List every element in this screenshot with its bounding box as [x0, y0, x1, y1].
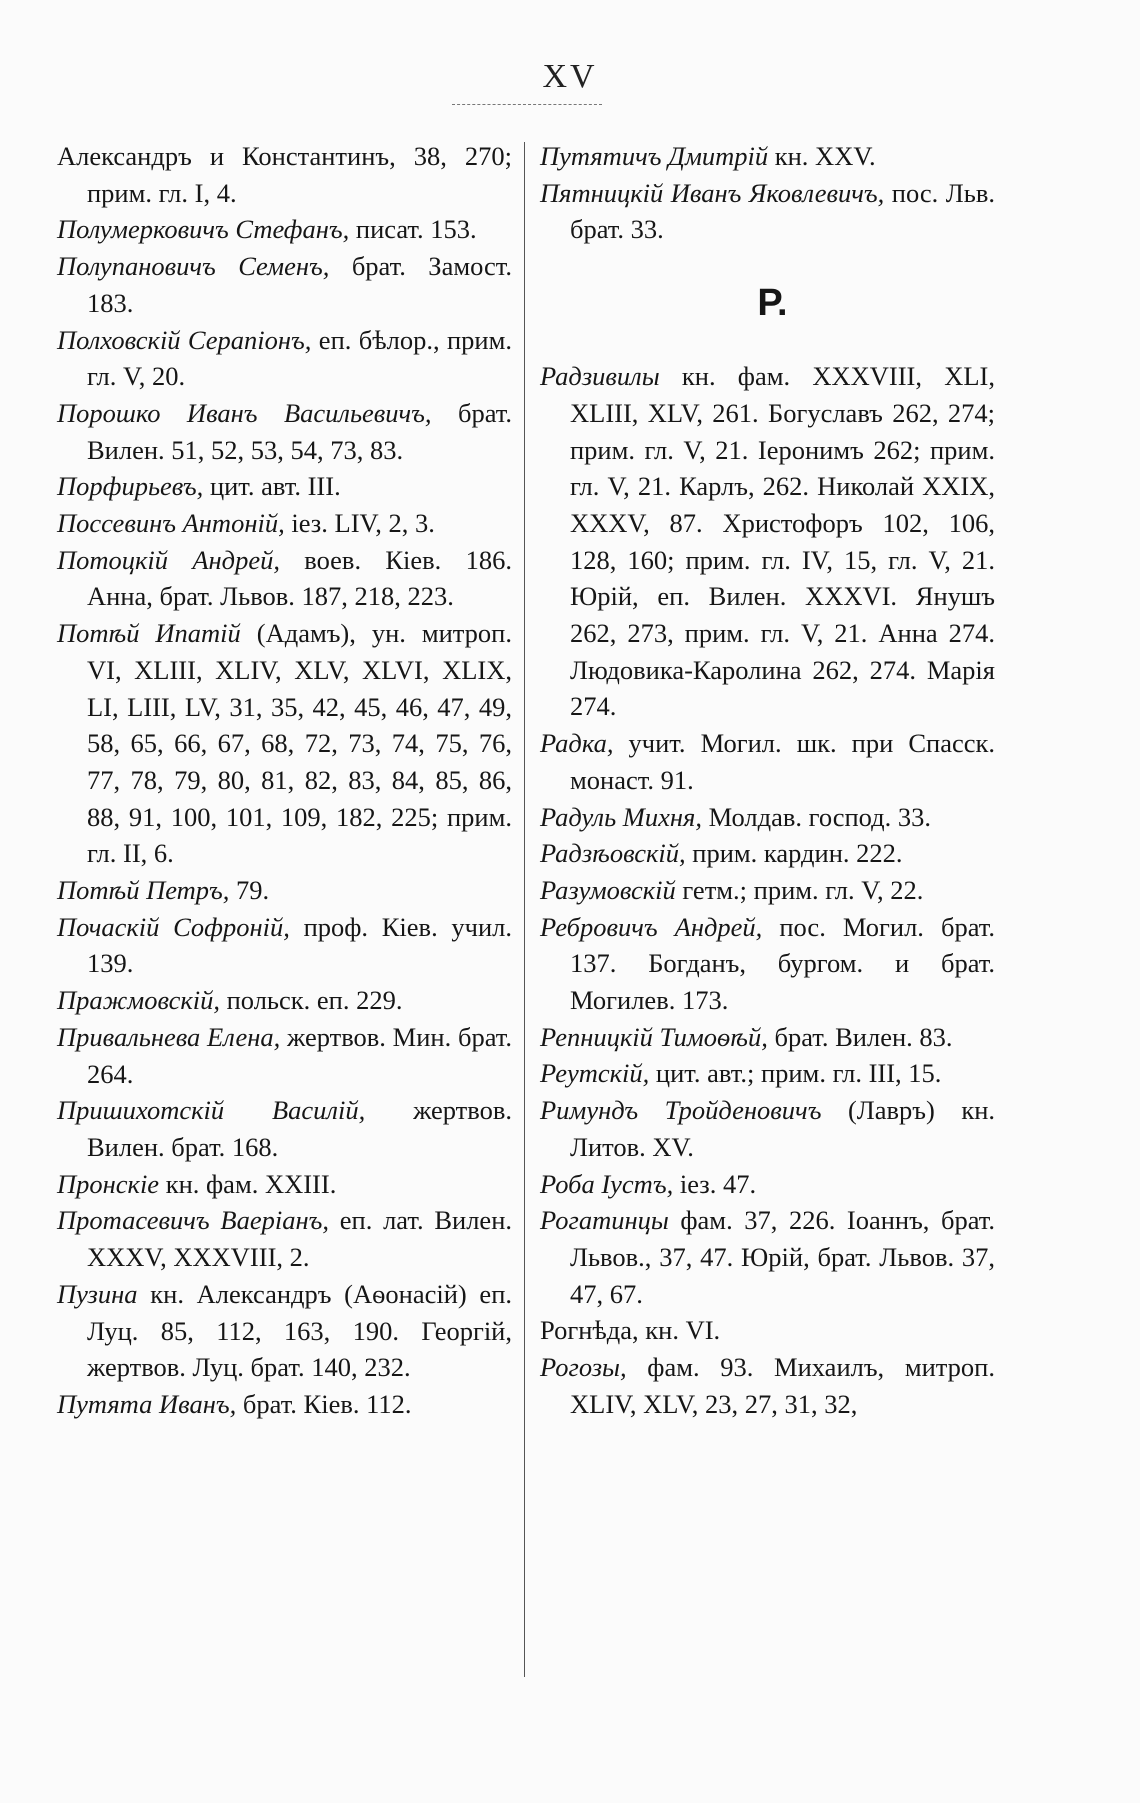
index-entry	[57, 468, 512, 505]
entry-text: жертвов. Вилен. брат. 168.	[87, 1095, 512, 1162]
entry-name: Репницкій Тимоѳѣй,	[540, 1021, 768, 1052]
entry-name: Разумовскій	[540, 874, 676, 905]
index-entry	[540, 1202, 995, 1312]
index-entry	[57, 909, 512, 982]
entry-name: Почаскій Софроній,	[57, 911, 290, 942]
entry-name: Путятичъ Дмитрій	[540, 141, 769, 171]
entry-name: Потѣй Петръ,	[57, 875, 230, 906]
index-entry	[540, 1092, 995, 1165]
index-entry	[57, 1092, 512, 1165]
index-entry	[540, 1055, 995, 1092]
index-entry	[57, 1386, 512, 1423]
index-entry	[57, 1276, 512, 1386]
entry-text: кн. Александръ (Аѳонасій) еп. Луц. 85, 112, 163, 190. Георгій, жертвов. Луц. брат. 140, 232.	[87, 1278, 512, 1383]
entry-name: Порфирьевъ,	[57, 471, 204, 502]
entry-text: кн. XXV.	[768, 141, 876, 171]
entry-name: Протасевичъ Ваеріанъ,	[57, 1205, 330, 1236]
entry-text: еп. лат. Вилен. XXXV, XXXVIII, 2.	[87, 1205, 512, 1273]
index-entry	[540, 1166, 995, 1203]
index-entry	[57, 1166, 512, 1203]
entry-text: кн. фам. XXIII.	[159, 1168, 337, 1199]
entry-text: жертвов. Мин. брат. 264.	[87, 1021, 512, 1089]
entry-name: Радзивилы	[540, 361, 660, 392]
entry-text: фам. 37, 226. Іоаннъ, брат. Львов., 37, 47. Юрій, брат. Львов. 37, 47, 67.	[570, 1205, 995, 1309]
entry-text: іез. LIV, 2, 3.	[284, 508, 435, 539]
page-number: XV	[542, 58, 598, 95]
column-divider	[524, 142, 525, 1677]
entry-text: брат. Кіев. 112.	[236, 1388, 412, 1419]
entry-name: Потѣй Ипатій	[57, 618, 241, 649]
entry-text: Александръ и Константинъ, 38, 270; прим. гл. I, 4.	[57, 141, 512, 208]
index-entry	[540, 872, 995, 909]
entry-text: пос. Могил. брат. 137. Богданъ, бургом. и брат. Могилев. 173.	[570, 911, 995, 1016]
entry-text: польск. еп. 229.	[220, 985, 403, 1016]
entry-text: Рогнѣда, кн. VI.	[540, 1315, 721, 1346]
index-entry	[57, 872, 512, 909]
index-entry	[540, 358, 995, 725]
entry-name: Путята Иванъ,	[57, 1388, 237, 1419]
entry-text: цит. авт. III.	[203, 471, 341, 502]
index-entry	[540, 799, 995, 836]
index-entry	[540, 1349, 995, 1422]
index-entry	[57, 982, 512, 1019]
index-entry	[540, 725, 995, 798]
section-letter: Р.	[757, 282, 788, 325]
entry-name: Полховскій Серапіонъ,	[57, 324, 312, 355]
index-entry	[540, 909, 995, 1019]
entry-text: Молдав. господ. 33.	[701, 801, 932, 832]
entry-text: кн. фам. XXXVIII, XLI, XLIII, XLV, 261. Богуславъ 262, 274; прим. гл. V, 21. Іеронимъ 262; прим. гл. V, 21. Карлъ, 262. Николай XXIX, XXXV, 87. Христофоръ 102, 106, 128, 160; прим. гл. IV, 15, гл. V, 21. Юрій, еп. Вилен. XXXVI. Янушъ 262, 273, прим. гл. V, 21. Анна 274. Людовика-Каролина 262, 274. Марія 274.	[570, 361, 995, 722]
index-entry	[57, 1202, 512, 1275]
entry-name: Потоцкій Андрей,	[57, 544, 280, 575]
index-entry	[57, 1019, 512, 1092]
entry-name: Радуль Михня,	[540, 801, 702, 832]
index-entry	[57, 322, 512, 395]
entry-text: учит. Могил. шк. при Спасск. монаст. 91.	[570, 728, 995, 795]
index-entry	[57, 138, 512, 211]
right-index-column	[540, 138, 995, 1423]
index-entry	[57, 505, 512, 542]
index-entry	[57, 615, 512, 872]
entry-text: проф. Кіев. учил. 139.	[87, 911, 512, 979]
entry-name: Порошко Иванъ Васильевичъ,	[57, 397, 432, 428]
entry-text: брат. Вилен. 51, 52, 53, 54, 73, 83.	[87, 397, 512, 465]
entry-text: прим. кардин. 222.	[685, 838, 903, 869]
entry-text: брат. Вилен. 83.	[767, 1021, 953, 1052]
header-rule	[452, 104, 602, 105]
entry-text: гетм.; прим. гл. V, 22.	[675, 874, 924, 905]
entry-text: воев. Кіев. 186. Анна, брат. Львов. 187, 218, 223.	[87, 544, 512, 612]
entry-text: писат. 153.	[349, 214, 477, 245]
entry-text: брат. Замост. 183.	[87, 251, 512, 318]
entry-text: іез. 47.	[673, 1168, 757, 1199]
index-entry	[540, 138, 995, 175]
index-entry	[540, 1312, 995, 1349]
entry-name: Полупановичъ Семенъ,	[57, 251, 330, 282]
entry-name: Радзѣовскій,	[540, 838, 686, 869]
entry-text: еп. бѣлор., прим. гл. V, 20.	[87, 324, 512, 392]
index-entry	[57, 211, 512, 248]
entry-name: Пражмовскій,	[57, 985, 220, 1016]
index-entry	[540, 835, 995, 872]
entry-text: пос. Льв. брат. 33.	[570, 177, 995, 245]
entry-name: Пятницкій Иванъ Яковлевичъ,	[540, 177, 885, 208]
entry-name: Роба Іустъ,	[540, 1168, 674, 1199]
entry-name: Пришихотскій Василій,	[57, 1095, 366, 1126]
index-entry	[540, 175, 995, 248]
entry-name: Реутскій,	[540, 1058, 650, 1089]
entry-name: Ребровичъ Андрей,	[540, 911, 763, 942]
entry-text: (Адамъ), ун. митроп. VI, XLIII, XLIV, XLV, XLVI, XLIX, LI, LIII, LV, 31, 35, 42, 45, 46, 47, 49, 58, 65, 66, 67, 68, 72, 73, 74, 75, 76, 77, 78, 79, 80, 81, 82, 83, 84, 85, 86, 88, 91, 100, 101, 109, 182, 225; прим. гл. II, 6.	[87, 618, 512, 869]
entry-name: Полумерковичъ Стефанъ,	[57, 214, 350, 245]
index-entry	[57, 395, 512, 468]
entry-name: Поссевинъ Антоній,	[57, 508, 285, 539]
index-entry	[57, 542, 512, 615]
index-entry	[540, 1019, 995, 1056]
entry-text: 79.	[229, 875, 270, 906]
entry-name: Радка,	[540, 728, 614, 759]
entry-text: цит. авт.; прим. гл. III, 15.	[649, 1058, 942, 1089]
entry-text: фам. 93. Михаилъ, митроп. XLIV, XLV, 23, 27, 31, 32,	[570, 1352, 995, 1419]
entry-name: Рогатинцы	[540, 1205, 669, 1236]
entry-name: Пронскіе	[57, 1168, 160, 1199]
index-entry	[57, 248, 512, 321]
entry-name: Привальнева Елена,	[57, 1021, 281, 1052]
entry-name: Пузина	[57, 1278, 138, 1309]
entry-name: Римундъ Тройденовичъ	[540, 1095, 822, 1126]
entry-name: Рогозы,	[540, 1352, 627, 1383]
left-index-column	[57, 138, 512, 1423]
entry-text: (Лавръ) кн. Литов. XV.	[570, 1095, 996, 1162]
